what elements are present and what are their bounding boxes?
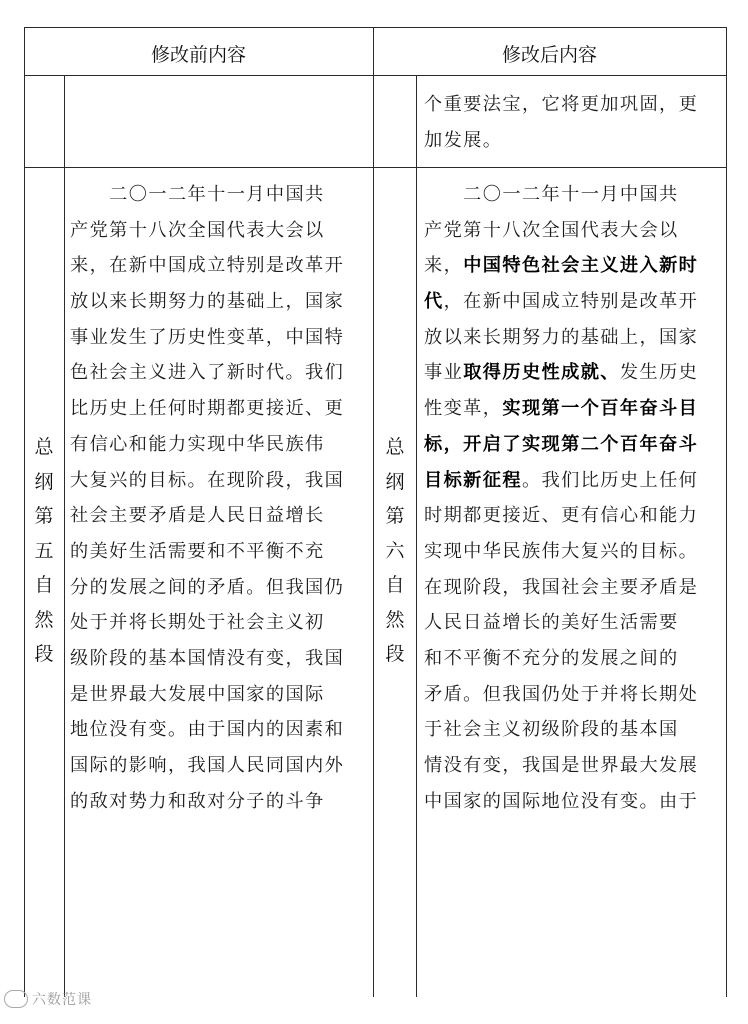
revision-text: 事业 [424,362,464,384]
before-text-line: 分的发展之间的矛盾。但我国仍 [70,576,345,598]
before-text-line: 国际的影响，我国人民同国内外 [70,755,345,776]
after-top-cell [424,87,720,158]
after-text-line [424,498,720,534]
after-text-line [424,534,720,570]
left-label-char: 五 [34,539,54,562]
after-text-line [424,427,720,463]
after-text-line [424,748,720,784]
after-column-header: 修改后内容 [501,44,597,66]
highlighted-revision-text: 标，开启了实现第二个百年奋斗 [424,433,699,455]
before-column-header: 修改前内容 [150,44,246,66]
before-text-line: 是世界最大发展中国家的国际 [70,683,325,705]
revision-text: 时期都更接近、更有信心和能力 [424,505,699,527]
revision-text: 人民日益增长的美好生活需要 [424,612,679,634]
before-text-line: 放以来长期努力的基础上，国家 [70,291,345,313]
watermark [4,989,92,1009]
after-text-line [424,320,720,356]
before-text-line: 比历史上任何时期都更接近、更 [70,398,345,420]
before-text-line: 地位没有变。由于国内的因素和 [70,719,345,741]
right-label-char: 总 [385,436,405,458]
after-top-line: 个重要法宝，它将更加巩固，更 [424,94,699,115]
watermark-text: 六数范课 [32,992,92,1008]
before-text-line: 事业发生了历史性变革，中国特 [70,326,345,348]
after-text-line [424,712,720,748]
revision-text: 发生历史 [619,362,699,384]
before-text-line: 产党第十八次全国代表大会以 [70,219,325,241]
right-label-char: 纲 [385,470,405,493]
revision-text: 和不平衡不充分的发展之间的 [424,647,679,669]
before-text-line: 有信心和能力实现中华民族伟 [70,433,325,455]
after-text-line [424,391,720,427]
highlighted-revision-text: 中国特色社会主义进入新时 [463,255,699,277]
after-text-line [424,177,720,213]
after-top-line: 加发展。 [424,129,503,151]
right-label-char: 段 [385,643,405,665]
revision-text: 于社会主义初级阶段的基本国 [424,719,679,741]
after-text-line [424,784,720,820]
left-label-char: 自 [34,574,54,596]
before-text-line: 社会主要矛盾是人民日益增长 [70,505,325,527]
revision-text: 产党第十八次全国代表大会以 [424,219,679,241]
revision-text: 情没有变，我国是世界最大发展 [424,755,699,776]
after-text-line [424,355,720,391]
before-text-line: 来，在新中国成立特别是改革开 [70,255,345,277]
revision-text: 。我们比历史上任何 [521,469,699,491]
highlighted-revision-text: 代 [424,291,444,313]
after-text-line [424,248,720,284]
right-section-label [374,430,416,672]
highlighted-revision-text: 实现第一个百年奋斗目 [502,398,699,420]
before-text-line: 色社会主义进入了新时代。我们 [70,362,345,384]
before-content-cell [70,177,368,819]
watermark-logo-icon [4,990,28,1008]
revision-text: 性变革， [424,398,503,420]
left-label-char: 纲 [34,470,54,493]
before-text-line: 的敌对势力和敌对分子的斗争 [70,790,325,812]
revision-text: 在现阶段，我国社会主要矛盾是 [424,576,699,598]
highlighted-revision-text: 目标新征程 [424,469,522,491]
left-label-char: 总 [34,436,54,458]
after-text-line [424,463,720,499]
left-label-char: 段 [34,643,54,665]
after-text-line [424,213,720,249]
after-text-line [424,641,720,677]
right-label-char: 然 [385,608,405,631]
before-text-line: 大复兴的目标。在现阶段，我国 [70,469,345,491]
revision-text: 来， [424,255,464,277]
after-content-cell [424,177,720,819]
highlighted-revision-text: 取得历史性成就、 [463,362,620,384]
revision-text: 二〇一二年十一月中国共 [424,184,679,205]
after-text-line [424,570,720,606]
after-text-line [424,605,720,641]
after-text-line [424,677,720,713]
left-label-char: 然 [34,608,54,631]
revision-text: 放以来长期努力的基础上，国家 [424,326,699,348]
before-text-line: 级阶段的基本国情没有变，我国 [70,647,345,669]
right-label-char: 自 [385,574,405,596]
revision-text: 实现中华民族伟大复兴的目标。 [424,540,699,562]
right-label-char: 第 [385,505,405,527]
left-label-char: 第 [34,505,54,527]
after-text-line [424,284,720,320]
before-text-line: 二〇一二年十一月中国共 [70,184,325,205]
left-section-label [24,430,64,672]
before-text-line: 的美好生活需要和不平衡不充 [70,540,325,562]
before-text-line: 处于并将长期处于社会主义初 [70,612,325,634]
revision-text: ，在新中国成立特别是改革开 [443,291,699,313]
revision-text: 中国家的国际地位没有变。由于 [424,790,699,812]
revision-text: 矛盾。但我国仍处于并将长期处 [424,683,699,705]
right-label-char: 六 [385,539,405,562]
